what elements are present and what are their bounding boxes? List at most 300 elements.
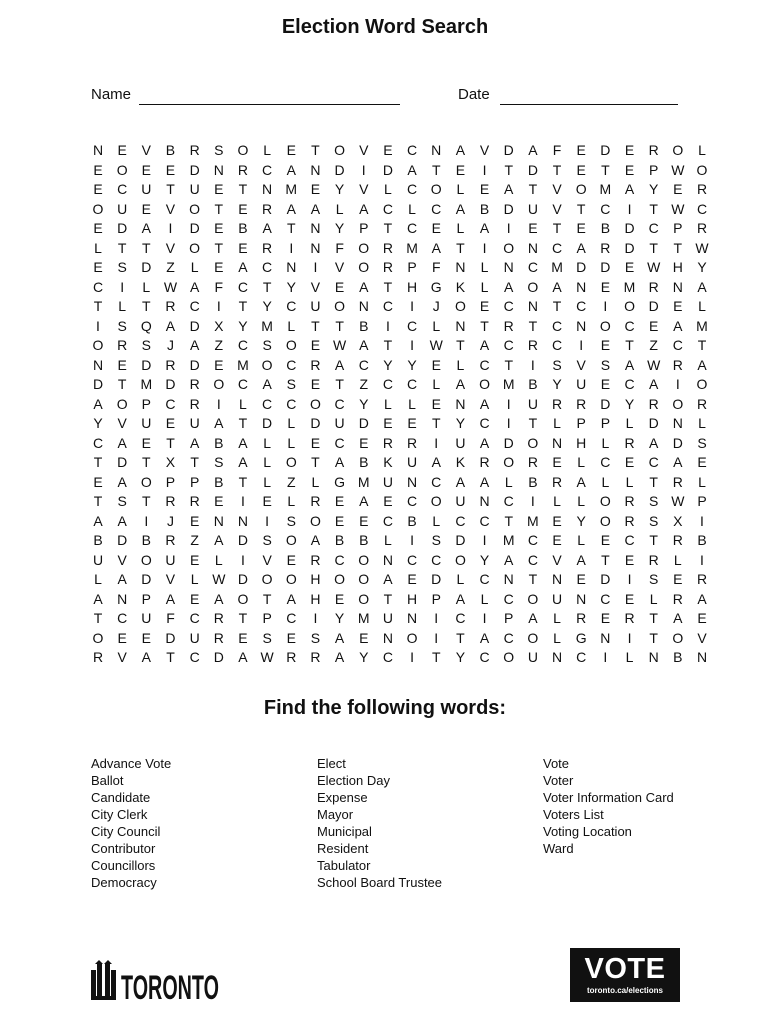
grid-letter[interactable]: R	[672, 473, 683, 490]
grid-letter[interactable]: T	[649, 532, 658, 548]
grid-letter[interactable]: E	[359, 434, 369, 451]
grid-letter[interactable]: B	[359, 317, 369, 334]
grid-letter[interactable]: Z	[649, 337, 658, 353]
grid-letter[interactable]: E	[600, 278, 611, 295]
grid-letter[interactable]: E	[431, 356, 441, 373]
grid-letter[interactable]: K	[383, 454, 393, 470]
grid-letter[interactable]: T	[238, 298, 248, 314]
grid-letter[interactable]: A	[214, 532, 224, 548]
grid-letter[interactable]: S	[600, 356, 611, 373]
grid-letter[interactable]: R	[117, 337, 128, 353]
grid-letter[interactable]: A	[165, 590, 176, 607]
grid-letter[interactable]: R	[527, 337, 538, 353]
grid-letter[interactable]: A	[117, 512, 127, 529]
grid-letter[interactable]: E	[189, 590, 200, 607]
grid-letter[interactable]: T	[262, 278, 272, 295]
grid-letter[interactable]: V	[117, 415, 127, 431]
grid-letter[interactable]: T	[286, 220, 296, 236]
grid-letter[interactable]: O	[334, 142, 346, 158]
grid-letter[interactable]: V	[576, 356, 586, 373]
grid-letter[interactable]: T	[238, 415, 248, 431]
grid-letter[interactable]: A	[504, 181, 514, 197]
grid-letter[interactable]: I	[216, 298, 221, 314]
grid-letter[interactable]: T	[238, 181, 248, 197]
grid-letter[interactable]: A	[479, 337, 490, 353]
grid-letter[interactable]: L	[480, 259, 489, 275]
grid-letter[interactable]: P	[141, 395, 151, 412]
grid-letter[interactable]: A	[359, 337, 369, 353]
grid-letter[interactable]: N	[407, 610, 418, 626]
grid-letter[interactable]: C	[237, 376, 249, 392]
grid-letter[interactable]: M	[406, 239, 418, 256]
grid-letter[interactable]: F	[431, 259, 441, 275]
grid-letter[interactable]: E	[117, 629, 127, 646]
grid-letter[interactable]: T	[528, 181, 538, 197]
grid-letter[interactable]: E	[383, 415, 393, 431]
grid-letter[interactable]: L	[625, 473, 634, 490]
grid-letter[interactable]: O	[599, 317, 611, 334]
grid-letter[interactable]: E	[117, 356, 127, 373]
grid-letter[interactable]: E	[286, 551, 296, 568]
grid-letter[interactable]: P	[359, 220, 369, 236]
grid-letter[interactable]: R	[407, 434, 418, 451]
grid-letter[interactable]: D	[624, 220, 635, 236]
grid-letter[interactable]: P	[165, 473, 176, 490]
grid-letter[interactable]: A	[286, 590, 296, 607]
grid-letter[interactable]: A	[576, 473, 586, 490]
grid-letter[interactable]: V	[479, 142, 490, 158]
grid-letter[interactable]: C	[431, 473, 442, 490]
grid-letter[interactable]: M	[502, 532, 515, 548]
grid-letter[interactable]: V	[117, 551, 127, 568]
grid-letter[interactable]: D	[334, 161, 345, 178]
grid-letter[interactable]: T	[214, 200, 224, 217]
grid-letter[interactable]: R	[648, 142, 659, 158]
grid-letter[interactable]: T	[528, 415, 538, 431]
grid-letter[interactable]: L	[263, 142, 271, 158]
grid-letter[interactable]: R	[189, 376, 200, 392]
grid-letter[interactable]: A	[334, 649, 345, 665]
grid-letter[interactable]: N	[213, 161, 224, 178]
grid-letter[interactable]: A	[262, 376, 272, 392]
grid-letter[interactable]: N	[407, 473, 418, 490]
grid-letter[interactable]: O	[527, 434, 539, 451]
grid-letter[interactable]: R	[624, 493, 635, 509]
grid-letter[interactable]: F	[214, 278, 224, 295]
grid-letter[interactable]: D	[189, 161, 200, 178]
grid-letter[interactable]: P	[576, 415, 586, 431]
grid-letter[interactable]: T	[576, 200, 586, 217]
grid-letter[interactable]: U	[141, 181, 152, 197]
grid-letter[interactable]: D	[600, 395, 611, 412]
grid-letter[interactable]: E	[93, 181, 103, 197]
grid-letter[interactable]: A	[141, 220, 151, 236]
grid-letter[interactable]: T	[238, 610, 248, 626]
grid-letter[interactable]: I	[434, 610, 439, 626]
grid-letter[interactable]: D	[600, 259, 611, 275]
grid-letter[interactable]: S	[214, 454, 224, 470]
grid-letter[interactable]: L	[673, 551, 682, 568]
grid-letter[interactable]: A	[479, 220, 490, 236]
grid-letter[interactable]: R	[696, 181, 708, 197]
grid-letter[interactable]: I	[603, 649, 608, 665]
grid-letter[interactable]: L	[432, 512, 441, 529]
grid-letter[interactable]: O	[479, 376, 490, 392]
grid-letter[interactable]: T	[431, 415, 441, 431]
grid-letter[interactable]: A	[649, 434, 659, 451]
grid-letter[interactable]: A	[117, 473, 127, 490]
grid-letter[interactable]: U	[527, 200, 538, 217]
grid-letter[interactable]: R	[262, 200, 273, 217]
grid-letter[interactable]: Y	[334, 610, 345, 626]
grid-letter[interactable]: P	[141, 590, 151, 607]
grid-letter[interactable]: C	[431, 551, 442, 568]
grid-letter[interactable]: A	[383, 571, 393, 587]
grid-letter[interactable]: I	[506, 415, 511, 431]
grid-letter[interactable]: E	[334, 512, 345, 529]
grid-letter[interactable]: T	[649, 239, 658, 256]
grid-letter[interactable]: T	[93, 298, 103, 314]
grid-letter[interactable]: E	[334, 278, 345, 295]
grid-letter[interactable]: C	[503, 337, 514, 353]
grid-letter[interactable]: B	[214, 473, 224, 490]
grid-letter[interactable]: W	[695, 239, 709, 256]
grid-letter[interactable]: O	[358, 551, 370, 568]
grid-letter[interactable]: L	[456, 220, 465, 236]
grid-letter[interactable]: C	[479, 571, 490, 587]
grid-letter[interactable]: C	[479, 415, 490, 431]
grid-letter[interactable]: C	[117, 610, 128, 626]
grid-letter[interactable]: C	[696, 200, 708, 217]
grid-letter[interactable]: C	[262, 259, 273, 275]
grid-letter[interactable]: K	[455, 454, 466, 470]
grid-letter[interactable]: C	[382, 512, 393, 529]
grid-letter[interactable]: T	[142, 454, 151, 470]
grid-letter[interactable]: E	[383, 493, 393, 509]
grid-letter[interactable]: E	[624, 590, 635, 607]
grid-letter[interactable]: N	[479, 493, 490, 509]
grid-letter[interactable]: Y	[455, 649, 466, 665]
grid-letter[interactable]: E	[576, 161, 586, 178]
grid-letter[interactable]: M	[527, 512, 539, 529]
grid-letter[interactable]: Y	[286, 278, 296, 295]
grid-letter[interactable]: O	[696, 376, 708, 392]
grid-letter[interactable]: C	[672, 337, 683, 353]
grid-letter[interactable]: P	[600, 415, 611, 431]
grid-letter[interactable]: I	[482, 239, 487, 256]
grid-letter[interactable]: Y	[359, 649, 369, 665]
grid-letter[interactable]: R	[237, 161, 249, 178]
grid-letter[interactable]: M	[357, 610, 370, 626]
grid-letter[interactable]: C	[382, 376, 393, 392]
grid-letter[interactable]: L	[384, 181, 392, 197]
grid-letter[interactable]: D	[576, 259, 587, 275]
grid-letter[interactable]: T	[697, 337, 707, 353]
grid-letter[interactable]: B	[359, 454, 369, 470]
grid-letter[interactable]: D	[310, 415, 321, 431]
grid-letter[interactable]: Y	[238, 317, 248, 334]
grid-letter[interactable]: B	[165, 142, 176, 158]
grid-letter[interactable]: O	[672, 395, 684, 412]
grid-letter[interactable]: I	[579, 337, 584, 353]
grid-letter[interactable]: D	[672, 434, 683, 451]
grid-letter[interactable]: D	[189, 220, 200, 236]
grid-letter[interactable]: T	[552, 161, 562, 178]
grid-letter[interactable]: A	[214, 415, 224, 431]
grid-letter[interactable]: S	[214, 142, 224, 158]
grid-letter[interactable]: C	[237, 337, 249, 353]
grid-letter[interactable]: C	[92, 434, 104, 451]
grid-letter[interactable]: O	[213, 376, 225, 392]
grid-letter[interactable]: R	[92, 649, 104, 665]
grid-letter[interactable]: A	[576, 551, 586, 568]
grid-letter[interactable]: Y	[334, 181, 345, 197]
grid-letter[interactable]: I	[700, 551, 704, 568]
grid-letter[interactable]: O	[334, 571, 346, 587]
grid-letter[interactable]: E	[649, 317, 659, 334]
grid-letter[interactable]: O	[358, 571, 370, 587]
grid-letter[interactable]: O	[527, 278, 539, 295]
grid-letter[interactable]: A	[528, 142, 538, 158]
grid-letter[interactable]: E	[238, 239, 248, 256]
grid-letter[interactable]: C	[407, 376, 418, 392]
grid-letter[interactable]: O	[527, 590, 539, 607]
grid-letter[interactable]: H	[407, 590, 418, 607]
grid-letter[interactable]: E	[189, 551, 200, 568]
grid-letter[interactable]: C	[382, 298, 393, 314]
grid-letter[interactable]: T	[601, 161, 610, 178]
grid-letter[interactable]: P	[673, 220, 683, 236]
grid-letter[interactable]: C	[527, 551, 538, 568]
grid-letter[interactable]: C	[382, 200, 393, 217]
grid-letter[interactable]: O	[599, 493, 611, 509]
grid-letter[interactable]: I	[410, 649, 415, 665]
grid-letter[interactable]: T	[311, 454, 320, 470]
grid-letter[interactable]: O	[309, 512, 321, 529]
grid-letter[interactable]: C	[455, 610, 466, 626]
grid-letter[interactable]: Z	[359, 376, 369, 392]
grid-letter[interactable]: C	[600, 590, 611, 607]
grid-letter[interactable]: Z	[214, 337, 224, 353]
grid-letter[interactable]: E	[286, 142, 296, 158]
grid-letter[interactable]: A	[697, 590, 707, 607]
grid-letter[interactable]: T	[93, 610, 103, 626]
grid-letter[interactable]: O	[285, 532, 297, 548]
grid-letter[interactable]: C	[189, 649, 200, 665]
grid-letter[interactable]: C	[648, 220, 659, 236]
grid-letter[interactable]: T	[383, 337, 393, 353]
grid-letter[interactable]: R	[479, 454, 490, 470]
grid-letter[interactable]: D	[213, 649, 224, 665]
grid-letter[interactable]: A	[673, 454, 683, 470]
grid-letter[interactable]: L	[287, 415, 296, 431]
grid-letter[interactable]: N	[503, 259, 514, 275]
grid-letter[interactable]: R	[165, 532, 176, 548]
grid-letter[interactable]: B	[141, 532, 151, 548]
grid-letter[interactable]: C	[479, 649, 490, 665]
grid-letter[interactable]: R	[672, 356, 683, 373]
grid-letter[interactable]: O	[92, 629, 104, 646]
grid-letter[interactable]: L	[287, 493, 296, 509]
grid-letter[interactable]: A	[528, 610, 538, 626]
grid-letter[interactable]: M	[140, 376, 153, 392]
grid-letter[interactable]: O	[237, 590, 249, 607]
grid-letter[interactable]: C	[576, 649, 587, 665]
grid-letter[interactable]: A	[262, 220, 272, 236]
grid-letter[interactable]: O	[261, 356, 273, 373]
grid-letter[interactable]: E	[141, 434, 151, 451]
grid-letter[interactable]: T	[504, 161, 513, 178]
grid-letter[interactable]: C	[189, 298, 200, 314]
grid-letter[interactable]: A	[431, 239, 441, 256]
grid-letter[interactable]: A	[238, 259, 248, 275]
grid-letter[interactable]: C	[479, 512, 490, 529]
grid-letter[interactable]: O	[237, 142, 249, 158]
grid-letter[interactable]: A	[673, 317, 683, 334]
grid-letter[interactable]: T	[552, 298, 562, 314]
grid-letter[interactable]: A	[189, 434, 200, 451]
grid-letter[interactable]: O	[503, 239, 515, 256]
grid-letter[interactable]: E	[141, 200, 151, 217]
grid-letter[interactable]: I	[265, 512, 270, 529]
grid-letter[interactable]: V	[359, 181, 369, 197]
grid-letter[interactable]: L	[601, 434, 610, 451]
grid-letter[interactable]: S	[310, 629, 321, 646]
grid-letter[interactable]: O	[285, 571, 297, 587]
grid-letter[interactable]: E	[310, 376, 321, 392]
grid-letter[interactable]: I	[627, 200, 632, 217]
grid-letter[interactable]: B	[359, 532, 369, 548]
grid-letter[interactable]: A	[455, 376, 466, 392]
grid-letter[interactable]: D	[648, 415, 659, 431]
grid-letter[interactable]: L	[577, 532, 586, 548]
grid-letter[interactable]: R	[624, 434, 635, 451]
grid-letter[interactable]: M	[261, 317, 273, 334]
grid-letter[interactable]: N	[310, 239, 321, 256]
grid-letter[interactable]: F	[335, 239, 344, 256]
grid-letter[interactable]: E	[600, 532, 611, 548]
grid-letter[interactable]: E	[214, 181, 224, 197]
grid-letter[interactable]: M	[237, 356, 249, 373]
grid-letter[interactable]: I	[410, 532, 415, 548]
grid-letter[interactable]: D	[117, 532, 128, 548]
grid-letter[interactable]: A	[455, 142, 466, 158]
grid-letter[interactable]: W	[260, 649, 274, 665]
grid-letter[interactable]: R	[672, 590, 683, 607]
grid-letter[interactable]: L	[408, 395, 416, 412]
grid-letter[interactable]: E	[528, 220, 538, 236]
grid-letter[interactable]: E	[407, 415, 417, 431]
grid-letter[interactable]: D	[503, 434, 514, 451]
grid-letter[interactable]: U	[527, 395, 538, 412]
grid-letter[interactable]: T	[649, 473, 658, 490]
grid-letter[interactable]: Y	[455, 415, 466, 431]
grid-letter[interactable]: O	[334, 298, 346, 314]
grid-letter[interactable]: O	[696, 161, 708, 178]
grid-letter[interactable]: E	[673, 298, 683, 314]
grid-letter[interactable]: H	[310, 571, 321, 587]
grid-letter[interactable]: Y	[479, 551, 490, 568]
grid-letter[interactable]: L	[480, 590, 489, 607]
grid-letter[interactable]: N	[310, 220, 321, 236]
grid-letter[interactable]: C	[262, 161, 273, 178]
grid-letter[interactable]: W	[212, 571, 226, 587]
grid-letter[interactable]: B	[528, 376, 538, 392]
grid-letter[interactable]: P	[697, 493, 707, 509]
grid-letter[interactable]: I	[482, 610, 487, 626]
grid-letter[interactable]: R	[189, 395, 200, 412]
grid-letter[interactable]: O	[406, 629, 418, 646]
grid-letter[interactable]: A	[479, 629, 490, 646]
grid-letter[interactable]: I	[627, 629, 632, 646]
grid-letter[interactable]: R	[286, 649, 297, 665]
grid-letter[interactable]: A	[334, 454, 345, 470]
grid-letter[interactable]: E	[117, 142, 127, 158]
grid-letter[interactable]: V	[697, 629, 707, 646]
grid-letter[interactable]: S	[117, 259, 127, 275]
grid-letter[interactable]: D	[527, 161, 538, 178]
grid-letter[interactable]: T	[166, 434, 175, 451]
grid-letter[interactable]: O	[140, 473, 152, 490]
grid-letter[interactable]: C	[600, 200, 611, 217]
grid-letter[interactable]: D	[431, 571, 442, 587]
grid-letter[interactable]: S	[141, 337, 151, 353]
grid-letter[interactable]: W	[671, 200, 685, 217]
grid-letter[interactable]: D	[117, 220, 128, 236]
grid-letter[interactable]: J	[432, 298, 440, 314]
grid-letter[interactable]: L	[287, 317, 296, 334]
grid-letter[interactable]: J	[166, 337, 174, 353]
grid-letter[interactable]: C	[407, 181, 418, 197]
grid-letter[interactable]: L	[625, 415, 634, 431]
grid-letter[interactable]: R	[696, 395, 708, 412]
grid-letter[interactable]: V	[262, 551, 272, 568]
grid-letter[interactable]: C	[286, 395, 297, 412]
grid-letter[interactable]: E	[262, 493, 272, 509]
grid-letter[interactable]: O	[430, 493, 442, 509]
grid-letter[interactable]: U	[407, 454, 418, 470]
grid-letter[interactable]: D	[189, 317, 200, 334]
grid-letter[interactable]: E	[310, 434, 321, 451]
grid-letter[interactable]: C	[382, 649, 393, 665]
grid-letter[interactable]: A	[189, 337, 200, 353]
grid-letter[interactable]: O	[503, 649, 515, 665]
grid-letter[interactable]: L	[553, 415, 561, 431]
grid-letter[interactable]: P	[262, 610, 272, 626]
grid-letter[interactable]: N	[648, 649, 659, 665]
grid-letter[interactable]: W	[163, 278, 178, 295]
grid-letter[interactable]: A	[479, 395, 490, 412]
grid-letter[interactable]: N	[696, 649, 708, 665]
grid-letter[interactable]: C	[237, 278, 249, 295]
grid-letter[interactable]: U	[141, 610, 152, 626]
grid-letter[interactable]: V	[359, 142, 369, 158]
grid-letter[interactable]: R	[165, 493, 176, 509]
grid-letter[interactable]: O	[116, 161, 128, 178]
grid-letter[interactable]: S	[262, 629, 272, 646]
grid-letter[interactable]: T	[456, 337, 465, 353]
grid-letter[interactable]: T	[504, 356, 513, 373]
grid-letter[interactable]: C	[551, 317, 563, 334]
grid-letter[interactable]: Q	[140, 317, 152, 334]
grid-letter[interactable]: E	[407, 571, 417, 587]
grid-letter[interactable]: U	[551, 590, 563, 607]
grid-letter[interactable]: D	[600, 571, 611, 587]
grid-letter[interactable]: I	[482, 161, 487, 178]
grid-letter[interactable]: L	[432, 376, 441, 392]
grid-letter[interactable]: T	[625, 337, 634, 353]
grid-letter[interactable]: Y	[383, 356, 393, 373]
